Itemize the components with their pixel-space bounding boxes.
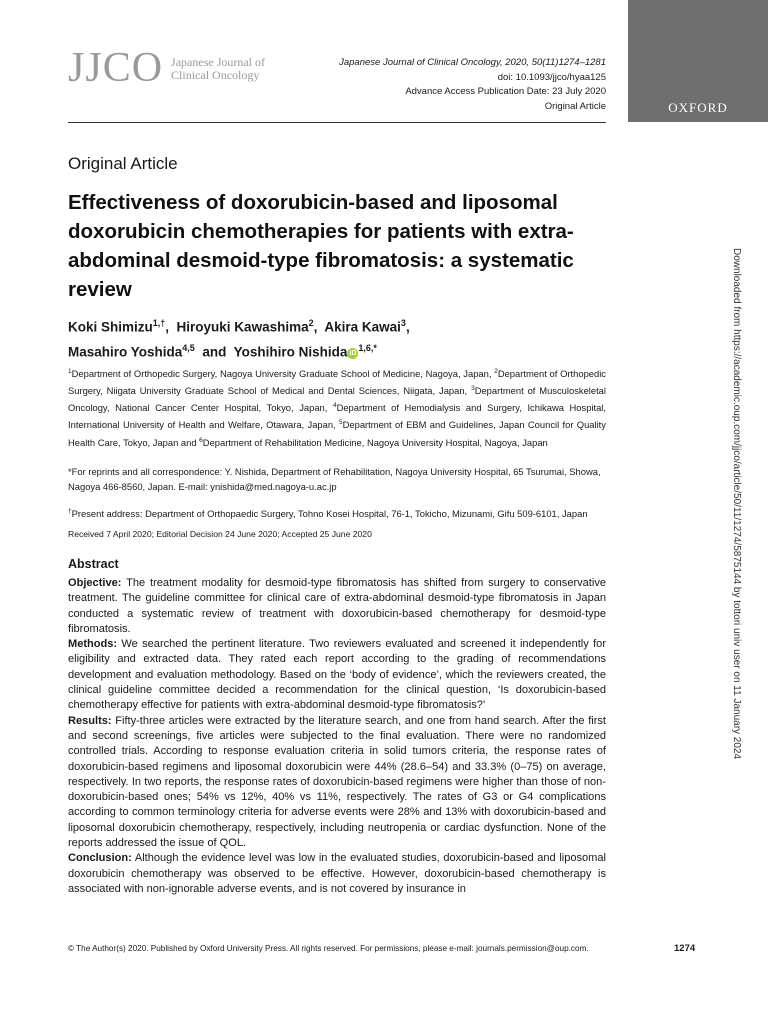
journal-citation: Japanese Journal of Clinical Oncology, 2020, 50(11)1274–1281 [339,57,606,68]
results-text: Fifty-three articles were extracted by the literature search, and one from hand search. After the first and second screenings, five articles were subjected to the final evaluation. There were no randomized controlled trials. According to response evaluation criteria in solid tumors criteria, the response rates of doxorubicin-based regimens and liposomal doxorubicin were 44% (28.6–54) and 33.3% (0–75) on average, respectively. In two reports, the response rates of doxorubicin-based regimens were higher than those of non-doxorubicin-based ones; 54% vs 12%, 40% vs 11%, respectively. The rates of G3 or G4 complications according to common terminology criteria for adverse events were 28% and 13% with doxorubicin-based and liposomal doxorubicin chemotherapy, respectively, including neutropenia or cardiac dysfunction. None of the reports addressed the issue of QOL. [68,714,606,850]
download-note[interactable]: Downloaded from https://academic.oup.com/jjco/article/50/11/1274/5875144 by tottori univ user on 11 January 2024 [731,248,742,760]
author-list: Koki Shimizu$^{1,\dagger}$, Hiroyuki Kawashima$^2$, Akira Kawai$^3$, Masahiro Yoshida$^{4,5}$ and Yoshihiro Nishida $iD^{1,6,*}$ [68,318,410,359]
author-name[interactable]: Koki Shimizu [68,319,153,335]
publication-date: Advance Access Publication Date: 23 July 2020 [405,86,606,97]
received-dates: Received 7 April 2020; Editorial Decision 24 June 2020; Accepted 25 June 2020 [68,529,372,539]
affiliation-text: Department of Rehabilitation Medicine, Nagoya University Hospital, Nagoya, Japan [202,436,548,448]
author-name[interactable]: Hiroyuki Kawashima [176,319,309,335]
affil-mark: 4 [332,402,337,410]
affil-mark: 3 [471,385,475,393]
affiliations [68,364,606,450]
affiliation-text: Department of EBM and Guidelines, Japan Council for Quality Health Care, Tokyo, Japan and [68,419,606,448]
methods-label: Methods: [68,638,118,651]
doi[interactable]: doi: 10.1093/jjco/hyaa125 [497,71,606,83]
affil-mark: 2 [494,368,498,375]
objective-label: Objective: [68,577,122,589]
logo-line-2: Clinical Oncology [171,68,260,82]
author-affil-mark: 2 [308,318,314,328]
article-title: Effectiveness of doxorubicin-based and liposomal doxorubicin chemotherapies for patients with extra-abdominal desmoid-type fibromatosis: a systematic review [68,191,574,301]
author-name[interactable]: Masahiro Yoshida [68,344,183,359]
methods-text: We searched the pertinent literature. Two reviewers evaluated and screened it independently for eligibility and extracted data. They rated each report according to the grading of recommendations development and evaluation methodology. Based on the ‘body of evidence’, which the reviewers created, the clinical guideline committee decided a recommendation for the clinical question, ‘Is doxorubicin-based chemotherapy effective for patients with extra-abdominal desmoid-type fibromatosis?’ [68,638,606,712]
header-divider [68,122,606,123]
results-label: Results: [68,714,112,727]
author-affil-mark: 1,† [152,318,166,328]
abstract-heading: Abstract [68,557,119,571]
logo-line-1: Japanese Journal of [171,55,266,69]
affiliation-text: Department of Orthopedic Surgery, Niigata University Graduate School of Medical and Dental Sciences, Niigata, Japan, [68,368,606,397]
present-address [68,504,606,521]
article-type: Original Article [544,100,606,112]
affiliation-text: Department of Musculoskeletal Oncology, National Cancer Center Hospital, Tokyo, Japan, [68,385,606,414]
abstract-objective [68,576,606,637]
affiliation-text: Department of Orthopedic Surgery, Nagoya University Graduate School of Medicine, Nagoya, Japan, [71,368,495,380]
conclusion-text: Although the evidence level was low in the evaluated studies, doxorubicin-based and liposomal doxorubicin chemotherapy was observed to be effective. However, doxorubicin-based chemotherapy is associated with non-ignorable adverse events, and is not covered by insurance in [68,852,606,895]
abstract-body [68,576,606,897]
abstract-conclusion [68,851,606,897]
copyright-notice: © The Author(s) 2020. Published by Oxford University Press. All rights reserved. For permissions, please e-mail: journals.permission@oup.com. [68,944,589,953]
abstract-results [68,714,606,852]
and-word: and [202,344,227,359]
objective-text: The treatment modality for desmoid-type fibromatosis has shifted from surgery to conservative treatment. The guideline committee for clinical care of extra-abdominal desmoid-type fibromatosis in Japan conducted a systematic review of treatment with doxorubicin-based chemotherapy for desmoid-type fibromatosis. [68,577,606,635]
orcid-icon[interactable]: iD [349,350,357,357]
affiliation-text: Department of Hemodialysis and Surgery, Ichikawa Hospital, International University of Health and Welfare, Otawara, Japan, [68,402,606,431]
author-affil-mark: 4,5 [182,342,195,353]
author-name[interactable]: Akira Kawai [324,319,401,335]
abstract-methods [68,637,606,713]
publisher-badge [628,0,768,122]
journal-logo [68,46,265,90]
conclusion-label: Conclusion: [68,852,132,865]
logo-text [171,56,265,82]
section-label: Original Article [68,154,178,173]
present-address-text: Present address: Department of Orthopaedic Surgery, Tohno Kosei Hospital, 76-1, Tokicho, Mizunami, Gifu 509-6101, Japan [71,508,588,520]
affil-mark: 1 [68,368,72,375]
present-mark: † [68,508,72,515]
page-number: 1274 [674,943,696,954]
author-affil-mark: 1,6,* [358,342,377,353]
author-affil-mark: 3 [400,318,406,328]
publisher-name: OXFORD [668,100,728,115]
article-meta [339,56,606,114]
affil-mark: 5 [339,419,343,427]
affil-mark: 6 [199,436,203,444]
correspondence: *For reprints and all correspondence: Y. Nishida, Department of Rehabilitation, Nagoya University Hospital, 65 Tsurumai, Showa, Nagoya 466-8560, Japan. E-mail: ynishida@med.nagoya-u.ac.jp [68,466,601,492]
author-name[interactable]: Yoshihiro Nishida [233,344,348,359]
logo-mark: JJCO [68,45,164,91]
